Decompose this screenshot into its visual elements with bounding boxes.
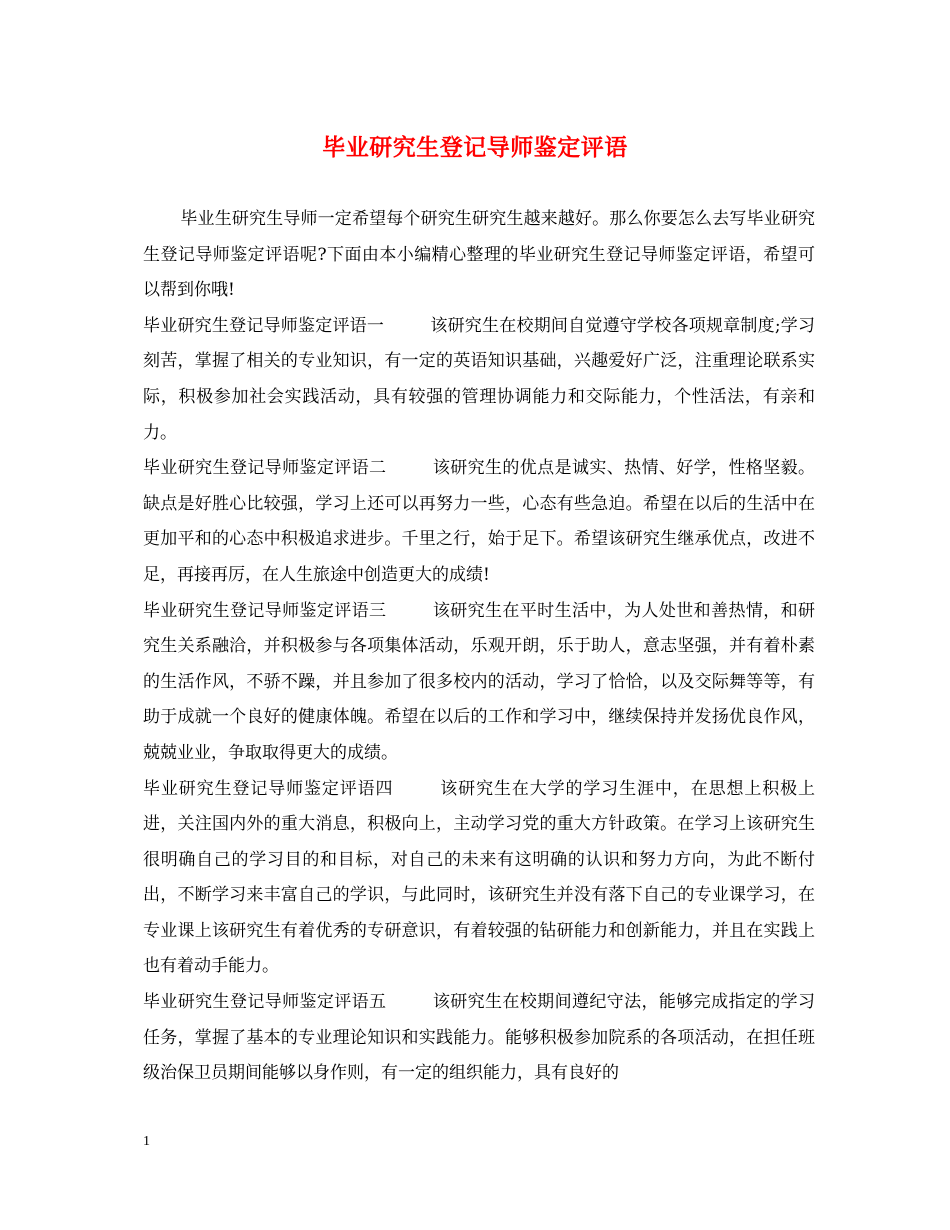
section-text-1: 该研究生在校期间自觉遵守学校各项规章制度;学习刻苦，掌握了相关的专业知识，有一定的英语知识基础，兴趣爱好广泛，注重理论联系实际，积极参加社会实践活动，具有较强的管理协调能力和交际能力，个性活法，有亲和力。 — [143, 315, 816, 443]
section-heading-2: 毕业研究生登记导师鉴定评语二 — [143, 458, 387, 479]
section-heading-1: 毕业研究生登记导师鉴定评语一 — [143, 315, 385, 336]
section-text-5: 该研究生在校期间遵纪守法，能够完成指定的学习任务，掌握了基本的专业理论知识和实践能力。能够积极参加院系的各项活动，在担任班级治保卫员期间能够以身作则，有一定的组织能力，具有良好的 — [143, 992, 816, 1084]
section-paragraph-4 — [143, 772, 815, 986]
page-number: 1 — [143, 1134, 150, 1149]
section-paragraph-2 — [143, 451, 815, 593]
section-heading-5: 毕业研究生登记导师鉴定评语五 — [143, 992, 387, 1013]
section-heading-3: 毕业研究生登记导师鉴定评语三 — [143, 600, 387, 621]
section-paragraph-5 — [143, 985, 815, 1092]
document-body — [143, 202, 815, 1092]
intro-paragraph: 毕业生研究生导师一定希望每个研究生研究生越来越好。那么你要怎么去写毕业研究生登记导师鉴定评语呢?下面由本小编精心整理的毕业研究生登记导师鉴定评语，希望可以帮到你哦! — [143, 209, 815, 301]
section-text-3: 该研究生在平时生活中，为人处世和善热情，和研究生关系融洽，并积极参与各项集体活动，乐观开朗，乐于助人，意志坚强，并有着朴素的生活作风，不骄不躁，并且参加了很多校内的活动，学习了恰恰，以及交际舞等等，有助于成就一个良好的健康体魄。希望在以后的工作和学习中，继续保持并发扬优良作风，兢兢业业，争取取得更大的成绩。 — [143, 600, 816, 763]
document-title: 毕业研究生登记导师鉴定评语 — [322, 134, 628, 161]
section-text-2: 该研究生的优点是诚实、热情、好学，性格坚毅。缺点是好胜心比较强，学习上还可以再努力一些，心态有些急迫。希望在以后的生活中在更加平和的心态中积极追求进步。千里之行，始于足下。希望该研究生继承优点，改进不足，再接再厉，在人生旅途中创造更大的成绩! — [143, 458, 816, 585]
section-text-4: 该研究生在大学的学习生涯中，在思想上积极上进，关注国内外的重大消息，积极向上，主动学习党的重大方针政策。在学习上该研究生很明确自己的学习目的和目标，对自己的未来有这明确的认识和努力方向，为此不断付出，不断学习来丰富自己的学识，与此同时，该研究生并没有落下自己的专业课学习，在专业课上该研究生有着优秀的专研意识，有着较强的钻研能力和创新能力，并且在实践上也有着动手能力。 — [143, 778, 816, 977]
section-heading-4: 毕业研究生登记导师鉴定评语四 — [143, 778, 394, 799]
section-paragraph-3 — [143, 594, 815, 772]
section-paragraph-1 — [143, 309, 815, 451]
